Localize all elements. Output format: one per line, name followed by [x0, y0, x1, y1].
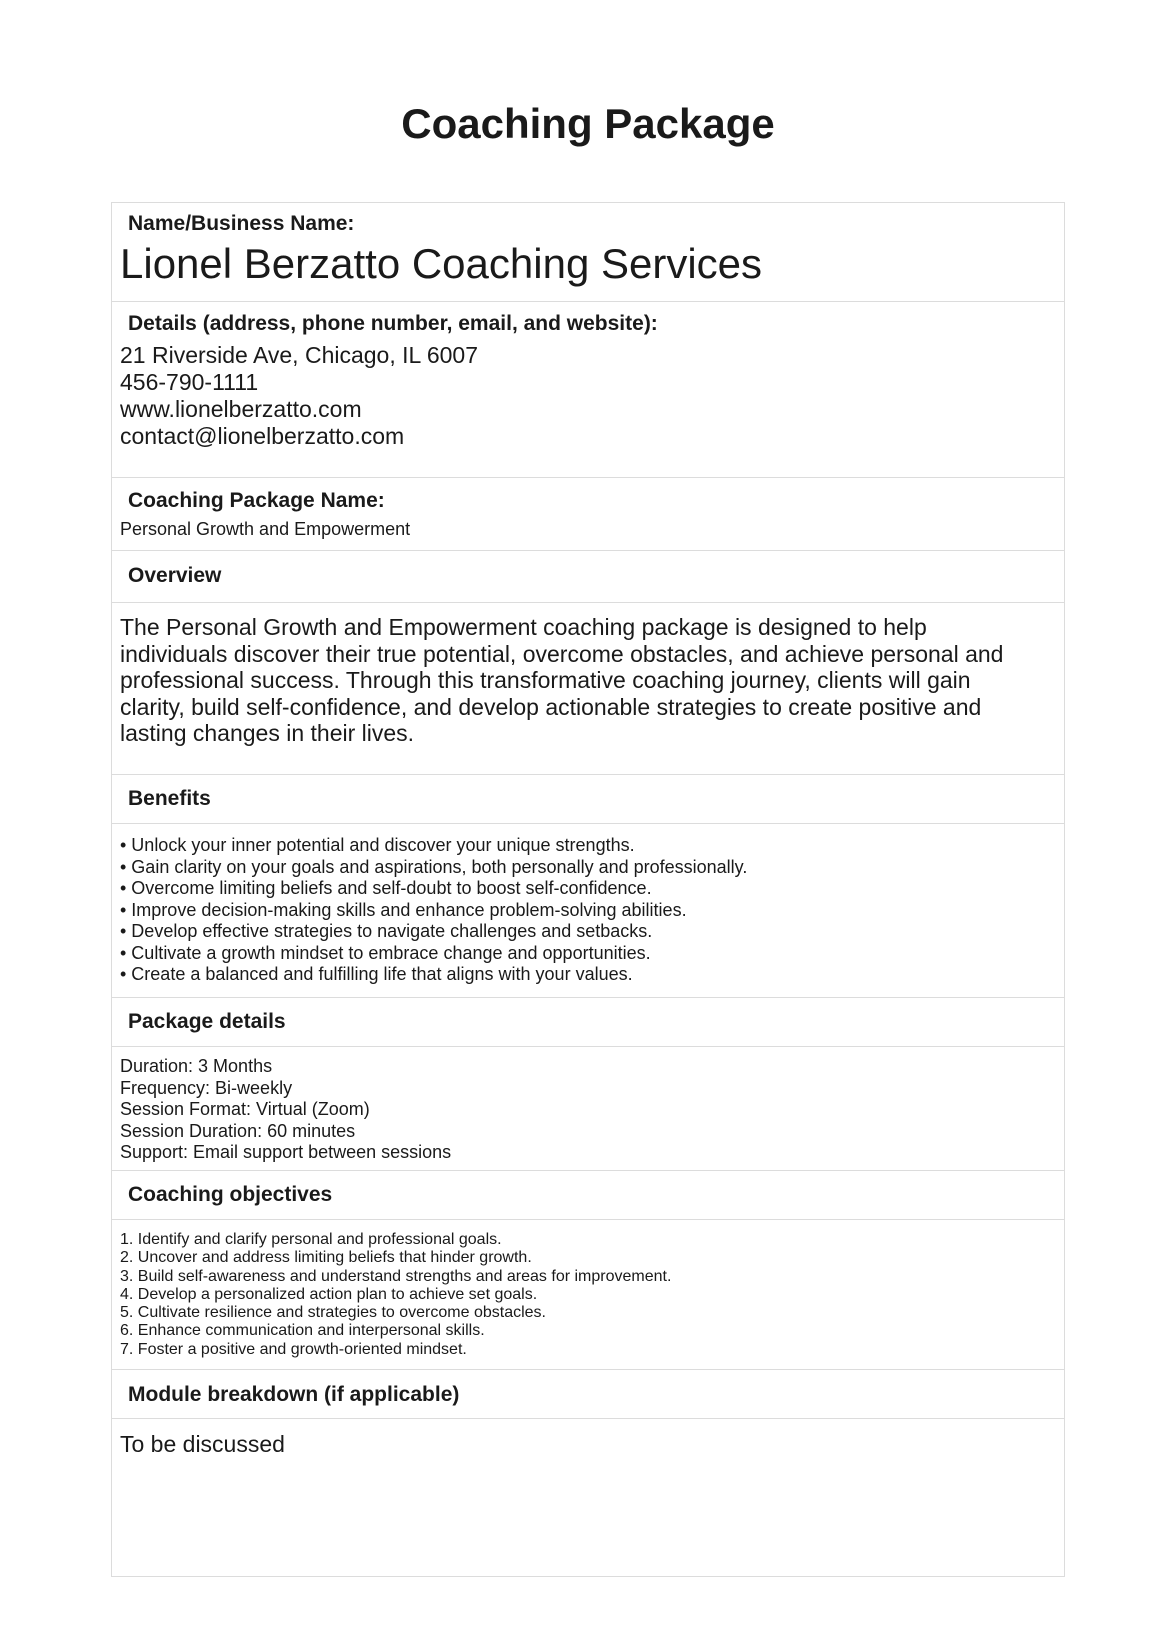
- details-section: [112, 302, 1064, 478]
- list-item: 2. Uncover and address limiting beliefs that hinder growth.: [120, 1249, 532, 1267]
- modules-label: Module breakdown (if applicable): [128, 1383, 460, 1406]
- overview-label: Overview: [128, 564, 222, 587]
- package-details-label: Package details: [128, 1010, 286, 1033]
- objectives-body: [112, 1220, 1064, 1370]
- list-item: Session Format: Virtual (Zoom): [120, 1099, 370, 1119]
- objectives-label: Coaching objectives: [128, 1183, 333, 1206]
- list-item: Frequency: Bi-weekly: [120, 1077, 293, 1098]
- objectives-list: [120, 1231, 671, 1359]
- list-item: • Create a balanced and fulfilling life that aligns with your values.: [120, 964, 633, 984]
- list-item: • Develop effective strategies to navigate challenges and setbacks.: [120, 921, 653, 941]
- business-name-label: Name/Business Name:: [128, 212, 355, 235]
- package-name-value: Personal Growth and Empowerment: [120, 519, 411, 539]
- list-item: • Unlock your inner potential and discover your unique strengths.: [120, 835, 635, 855]
- package-name-label: Coaching Package Name:: [128, 489, 385, 512]
- business-name-section: [112, 203, 1064, 302]
- details-label: Details (address, phone number, email, and website):: [128, 312, 658, 335]
- list-item: Duration: 3 Months: [120, 1056, 273, 1076]
- benefits-body: [112, 824, 1064, 998]
- list-item: 4. Develop a personalized action plan to achieve set goals.: [120, 1285, 538, 1303]
- list-item: • Overcome limiting beliefs and self-doubt to boost self-confidence.: [120, 878, 652, 898]
- benefits-header: [112, 775, 1064, 824]
- list-item: Session Duration: 60 minutes: [120, 1120, 356, 1141]
- modules-body: [112, 1419, 1064, 1576]
- business-name-value: Lionel Berzatto Coaching Services: [120, 240, 763, 287]
- package-name-section: [112, 478, 1064, 551]
- overview-header: [112, 551, 1064, 603]
- list-item: 5. Cultivate resilience and strategies to overcome obstacles.: [120, 1304, 546, 1322]
- modules-header: [112, 1370, 1064, 1419]
- address-text: 21 Riverside Ave, Chicago, IL 6007: [120, 342, 479, 368]
- page-title: Coaching Package: [401, 100, 775, 147]
- benefits-list: [120, 835, 747, 986]
- list-item: • Improve decision-making skills and enhance problem-solving abilities.: [120, 899, 687, 920]
- list-item: 7. Foster a positive and growth-oriented mindset.: [120, 1340, 467, 1358]
- overview-text: The Personal Growth and Empowerment coaching package is designed to help individuals discover their true potential, overcome obstacles, and achieve personal and professional success. Through this transformative coaching journey, clients will gain clarity, build self-confidence, and develop actionable strategies to create positive and lasting changes in their lives.: [120, 614, 1004, 746]
- package-details-body: [112, 1047, 1064, 1171]
- coaching-package-form: [111, 202, 1065, 1577]
- list-item: • Cultivate a growth mindset to embrace change and opportunities.: [120, 942, 651, 963]
- package-details-list: [120, 1056, 451, 1164]
- list-item: 1. Identify and clarify personal and professional goals.: [120, 1231, 502, 1248]
- email-text: contact@lionelberzatto.com: [120, 423, 405, 449]
- phone-text: 456-790-1111: [120, 369, 259, 395]
- list-item: 3. Build self-awareness and understand strengths and areas for improvement.: [120, 1267, 672, 1285]
- list-item: 6. Enhance communication and interpersonal skills.: [120, 1322, 485, 1340]
- modules-value: To be discussed: [120, 1431, 285, 1457]
- list-item: • Gain clarity on your goals and aspirations, both personally and professionally.: [120, 856, 748, 877]
- benefits-label: Benefits: [128, 787, 211, 810]
- list-item: Support: Email support between sessions: [120, 1142, 452, 1162]
- details-value: [120, 342, 478, 450]
- objectives-header: [112, 1171, 1064, 1220]
- package-details-header: [112, 998, 1064, 1047]
- overview-body: [112, 603, 1064, 775]
- website-text: www.lionelberzatto.com: [120, 396, 362, 422]
